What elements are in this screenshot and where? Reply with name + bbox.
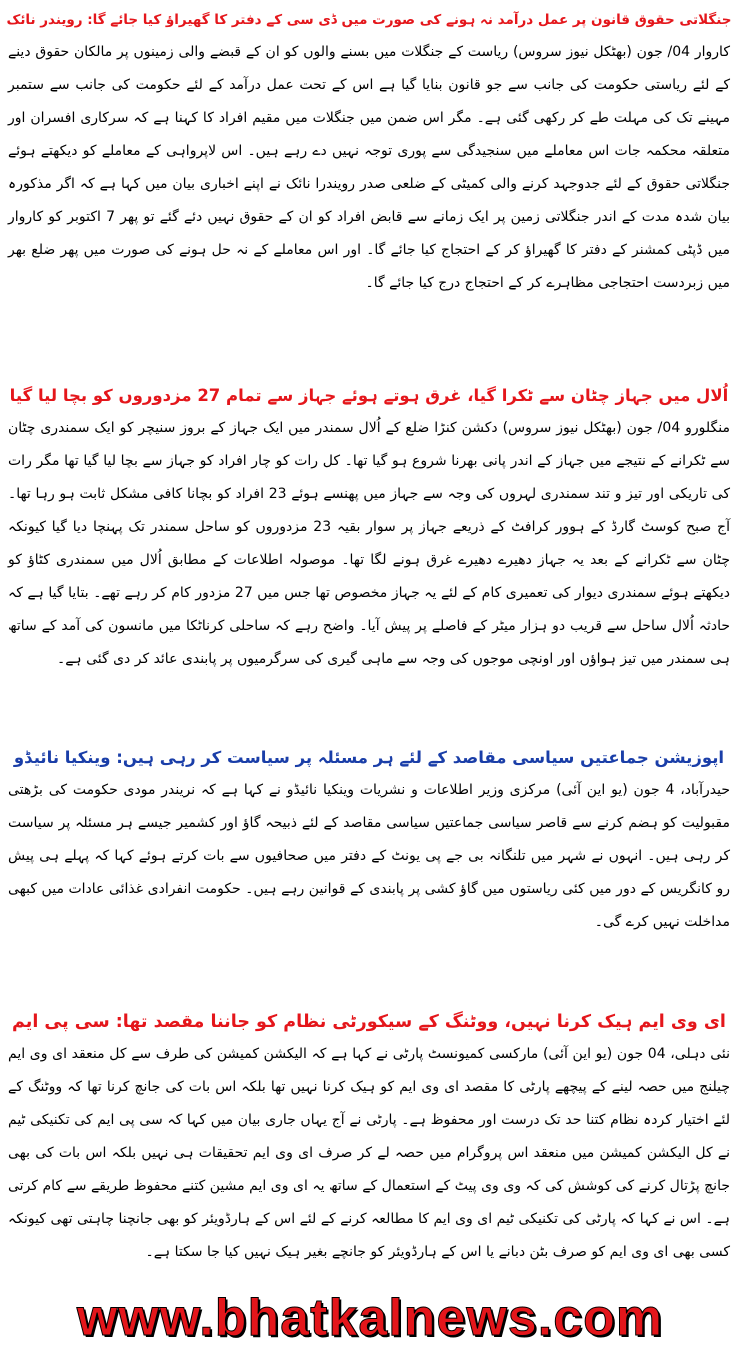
news-article [6, 380, 732, 732]
article-headline: ای وی ایم ہیک کرنا نہیں، ووٹنگ کے سیکورٹی نظام کو جاننا مقصد تھا: سی پی ایم [12, 1012, 726, 1032]
news-article [6, 4, 732, 358]
article-body: منگلورو 04/ جون (بھٹکل نیوز سروس) دکشن کنڑا ضلع کے اُلال سمندر میں ایک جہاز کے بروز سنیچر کو ایک سمندری چٹان سے ٹکرانے کے نتیجے میں جہاز کے اندر پانی بھرنا شروع ہو گیا تھا۔ کل رات کو چار افراد کو جہاز سے بچا لیا گیا تھا مگر رات کی تاریکی اور تیز و تند سمندری لہروں کی وجہ سے جہاز میں پھنسے ہوئے 23 افراد کو بچانا کافی مشکل ثابت ہو رہا تھا۔ آج صبح کوسٹ گارڈ کے ہوور کرافٹ کے ذریعے جہاز پر سوار بقیہ 23 مزدوروں کو ساحل سمندر تک پہنچا دیا گیا کیونکہ چٹان سے ٹکرانے کے بعد یہ جہاز دھیرے دھیرے غرق ہونے لگا تھا۔ موصولہ اطلاعات کے مطابق اُلال میں سمندری کٹاؤ کو دیکھتے ہوئے سمندری دیوار کی تعمیری کام کے لئے یہ جہاز مخصوص تھا جس میں 27 مزدور کام کر رہے تھے۔ بتایا گیا ہے کہ حادثہ اُلال ساحل سے قریب دو ہزار میٹر کے فاصلے پر پیش آیا۔ واضح رہے کہ ساحلی کرناٹکا میں مانسون کی آمد کے ساتھ ہی سمندر میں تیز ہواؤں اور اونچی موجوں کی وجہ سے ماہی گیری کی سرگرمیوں پر پابندی عائد کر دی گئی ہے۔ [8, 420, 730, 667]
article-headline: اپوزیشن جماعتیں سیاسی مقاصد کے لئے ہر مسئلہ پر سیاست کر رہی ہیں: وینکیا نائیڈو [13, 748, 725, 767]
article-body: نئی دہلی، 04 جون (یو این آئی) مارکسی کمیونسٹ پارٹی نے کہا ہے کہ الیکشن کمیشن کی طرف سے کل منعقد ای وی ایم چیلنج میں حصہ لینے کے پیچھے پارٹی کا مقصد ای وی ایم کو ہیک کرنا نہیں تھا بلکہ اس بات کی جانچ کرنا تھا کہ ووٹنگ کے لئے اختیار کردہ نظام کتنا حد تک درست اور محفوظ ہے۔ پارٹی نے آج یہاں جاری بیان میں کہا کہ سی پی ایم کی تکنیکی ٹیم نے کل الیکشن کمیشن میں منعقد اس پروگرام میں حصہ لے کر صرف ای وی ایم تحقیقات ہی نہیں بلکہ اس بات کی بھی جانچ پڑتال کرنے کی کوشش کی کہ وی وی پیٹ کے استعمال کے ساتھ یہ ای وی ایم مشین کتنے محفوظ طریقے سے کام کرتی ہے۔ اس نے کہا کہ پارٹی کی تکنیکی ٹیم ای وی ایم کا مطالعہ کرنے کے لئے اس کے ہارڈویئر کو بھی جانچنا چاہتی تھی کیونکہ کسی بھی ای وی ایم کو صرف بٹن دبانے یا اس کے ہارڈویئر کو جانچے بغیر ہیک نہیں کیا جا سکتا ہے۔ [8, 1046, 730, 1260]
news-article [6, 1006, 732, 1300]
article-headline: جنگلاتی حقوق قانون پر عمل درآمد نہ ہونے کی صورت میں ڈی سی کے دفتر کا گھیراؤ کیا جائے گا: رویندر نائک [6, 12, 732, 28]
article-body: کاروار 04/ جون (بھٹکل نیوز سروس) ریاست کے جنگلات میں بسنے والوں کو ان کے قبضے والی زمینوں پر مالکان حقوق دینے کے لئے ریاستی حکومت کی جانب سے جو قانون بنایا گیا ہے اس کے تحت عمل درآمد کے لئے حکومت کی جانب سے ستمبر مہینے تک کی مہلت طے کر رکھی گئی ہے۔ مگر اس ضمن میں جنگلات میں مقیم افراد کا کہنا ہے کہ سرکاری افسران اور متعلقہ محکمہ جات اس معاملے میں سنجیدگی سے پوری توجہ نہیں دے رہے ہیں۔ اس لاپرواہی کے معاملے کو دیکھتے ہوئے جنگلاتی حقوق کے لئے جدوجہد کرنے والی کمیٹی کے ضلعی صدر رویندرا نائک نے اپنے اخباری بیان میں کہا ہے کہ اگر مذکورہ بیان شدہ مدت کے اندر جنگلاتی زمین پر ایک زمانے سے قابض افراد کو ان کے حقوق نہیں دئے گئے تو پھر 7 اکتوبر کو کاروار میں ڈپٹی کمشنر کے دفتر کا گھیراؤ کر کے احتجاج کیا جائے گا۔ اور اس معاملے کے نہ حل ہونے کی صورت میں پھر ضلع بھر میں زبردست احتجاجی مظاہرے کر کے احتجاج درج کیا جائے گا۔ [8, 44, 730, 291]
article-body: حیدرآباد، 4 جون (یو این آئی) مرکزی وزیر اطلاعات و نشریات وینکیا نائیڈو نے کہا ہے کہ نریندر مودی حکومت کی بڑھتی مقبولیت کو ہضم کرنے سے قاصر سیاسی جماعتیں سیاسی مقاصد کے لئے ذبیحہ گاؤ اور کشمیر جیسے ہر مسئلہ پر سیاست کر رہی ہیں۔ انہوں نے شہر میں تلنگانہ بی جے پی یونٹ کے دفتر میں صحافیوں سے بات کرتے ہوئے کہا کہ پہلے ہی پیش رو کانگریس کے دور میں کئی ریاستوں میں گاؤ کشی پر پابندی کے قوانین رہے ہیں۔ حکومت انفرادی غذائی عادات میں کبھی مداخلت نہیں کرے گی۔ [8, 782, 731, 930]
article-headline: اُلال میں جہاز چٹان سے ٹکرا گیا، غرق ہوتے ہوئے جہاز سے تمام 27 مزدوروں کو بچا لیا گیا [9, 386, 729, 405]
news-article [6, 742, 732, 986]
website-url-footer: www.bhatkalnews.com [76, 1289, 664, 1347]
